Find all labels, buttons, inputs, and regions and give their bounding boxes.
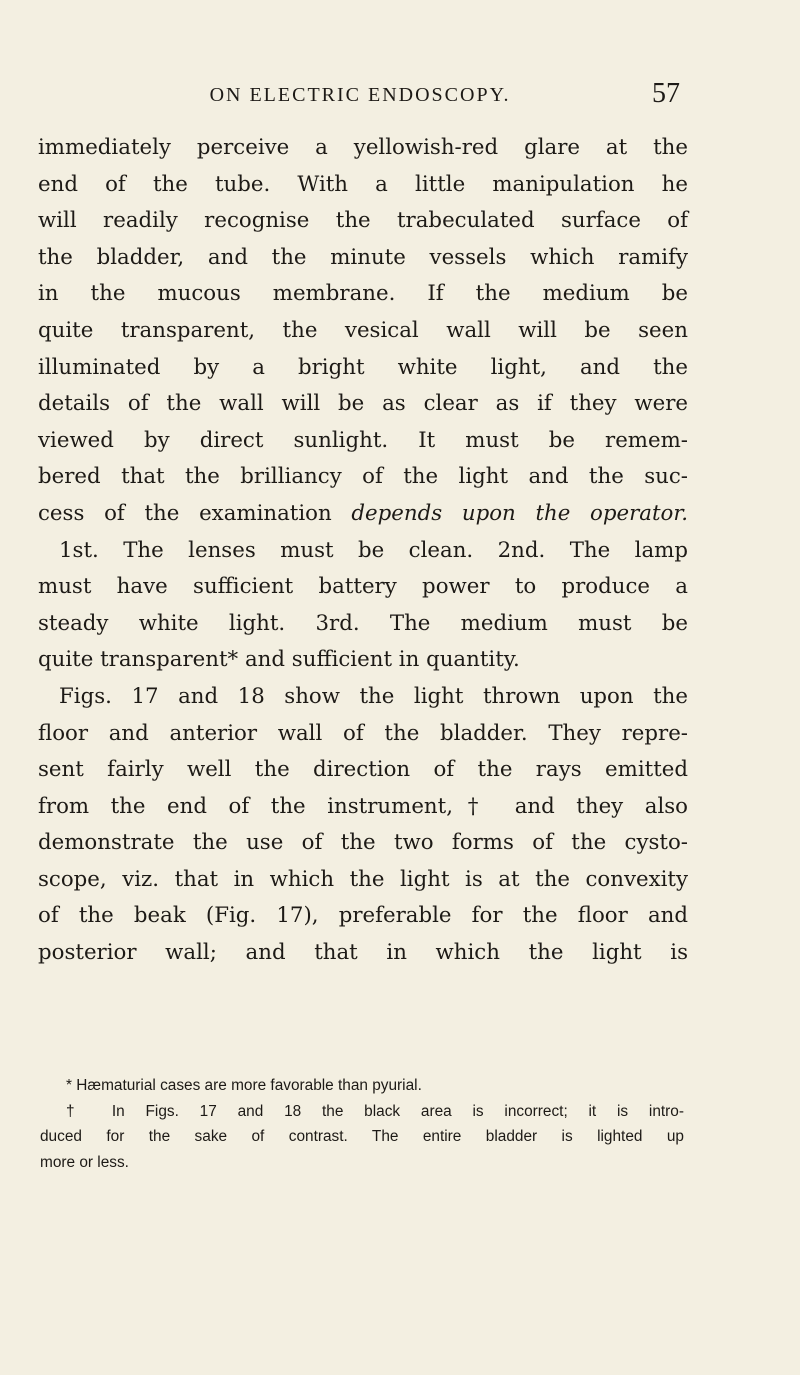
body-line: 1st. The lenses must be clean. 2nd. The lamp [59,537,688,563]
footnote-line: more or less. [40,1153,129,1171]
footnote-line: † In Figs. 17 and 18 the black area is incorrect; it is intro- [66,1102,684,1120]
body-line: of the beak (Fig. 17), preferable for the floor and [38,903,688,929]
body-line: end of the tube. With a little manipulation he [38,171,688,197]
body-line: Figs. 17 and 18 show the light thrown upon the [59,683,688,709]
body-line: viewed by direct sunlight. It must be remem- [38,427,688,453]
body-line: from the end of the instrument,† and they also [38,793,688,819]
body-line: scope, viz. that in which the light is at the convexity [38,866,688,892]
body-line: quite transparent, the vesical wall will be seen [38,317,688,343]
body-line: immediately perceive a yellowish-red glare at the [38,135,688,160]
footnote-line: * Hæmaturial cases are more favorable than pyurial. [66,1077,422,1094]
body-text [38,130,688,972]
body-line: posterior wall; and that in which the light is [38,940,688,966]
body-line: bered that the brilliancy of the light and the suc- [38,464,688,490]
body-line: demonstrate the use of the two forms of the cysto- [38,830,688,856]
body-line: the bladder, and the minute vessels which ramify [38,244,688,270]
body-line: quite transparent* and sufficient in quantity. [38,647,520,673]
body-line: details of the wall will be as clear as if they were [38,391,688,417]
page-header [40,78,680,114]
italic-phrase: depends upon the operator. [351,500,688,526]
footnote-line: duced for the sake of contrast. The entire bladder is lighted up [40,1128,684,1146]
body-line: must have sufficient battery power to produce a [38,574,688,600]
body-line: floor and anterior wall of the bladder. They repre- [38,720,688,746]
body-line: illuminated by a bright white light, and the [38,354,688,380]
body-line: sent fairly well the direction of the rays emitted [38,757,688,783]
body-line: steady white light. 3rd. The medium must be [38,610,688,636]
footnotes [40,1073,684,1175]
body-line: will readily recognise the trabeculated surface of [38,208,688,234]
body-line-text: cess of the examination [38,500,332,526]
page-number: 57 [652,78,680,109]
running-head: ON ELECTRIC ENDOSCOPY. [209,84,511,106]
body-line: in the mucous membrane. If the medium be [38,281,688,307]
body-line-with-italic [38,496,688,533]
